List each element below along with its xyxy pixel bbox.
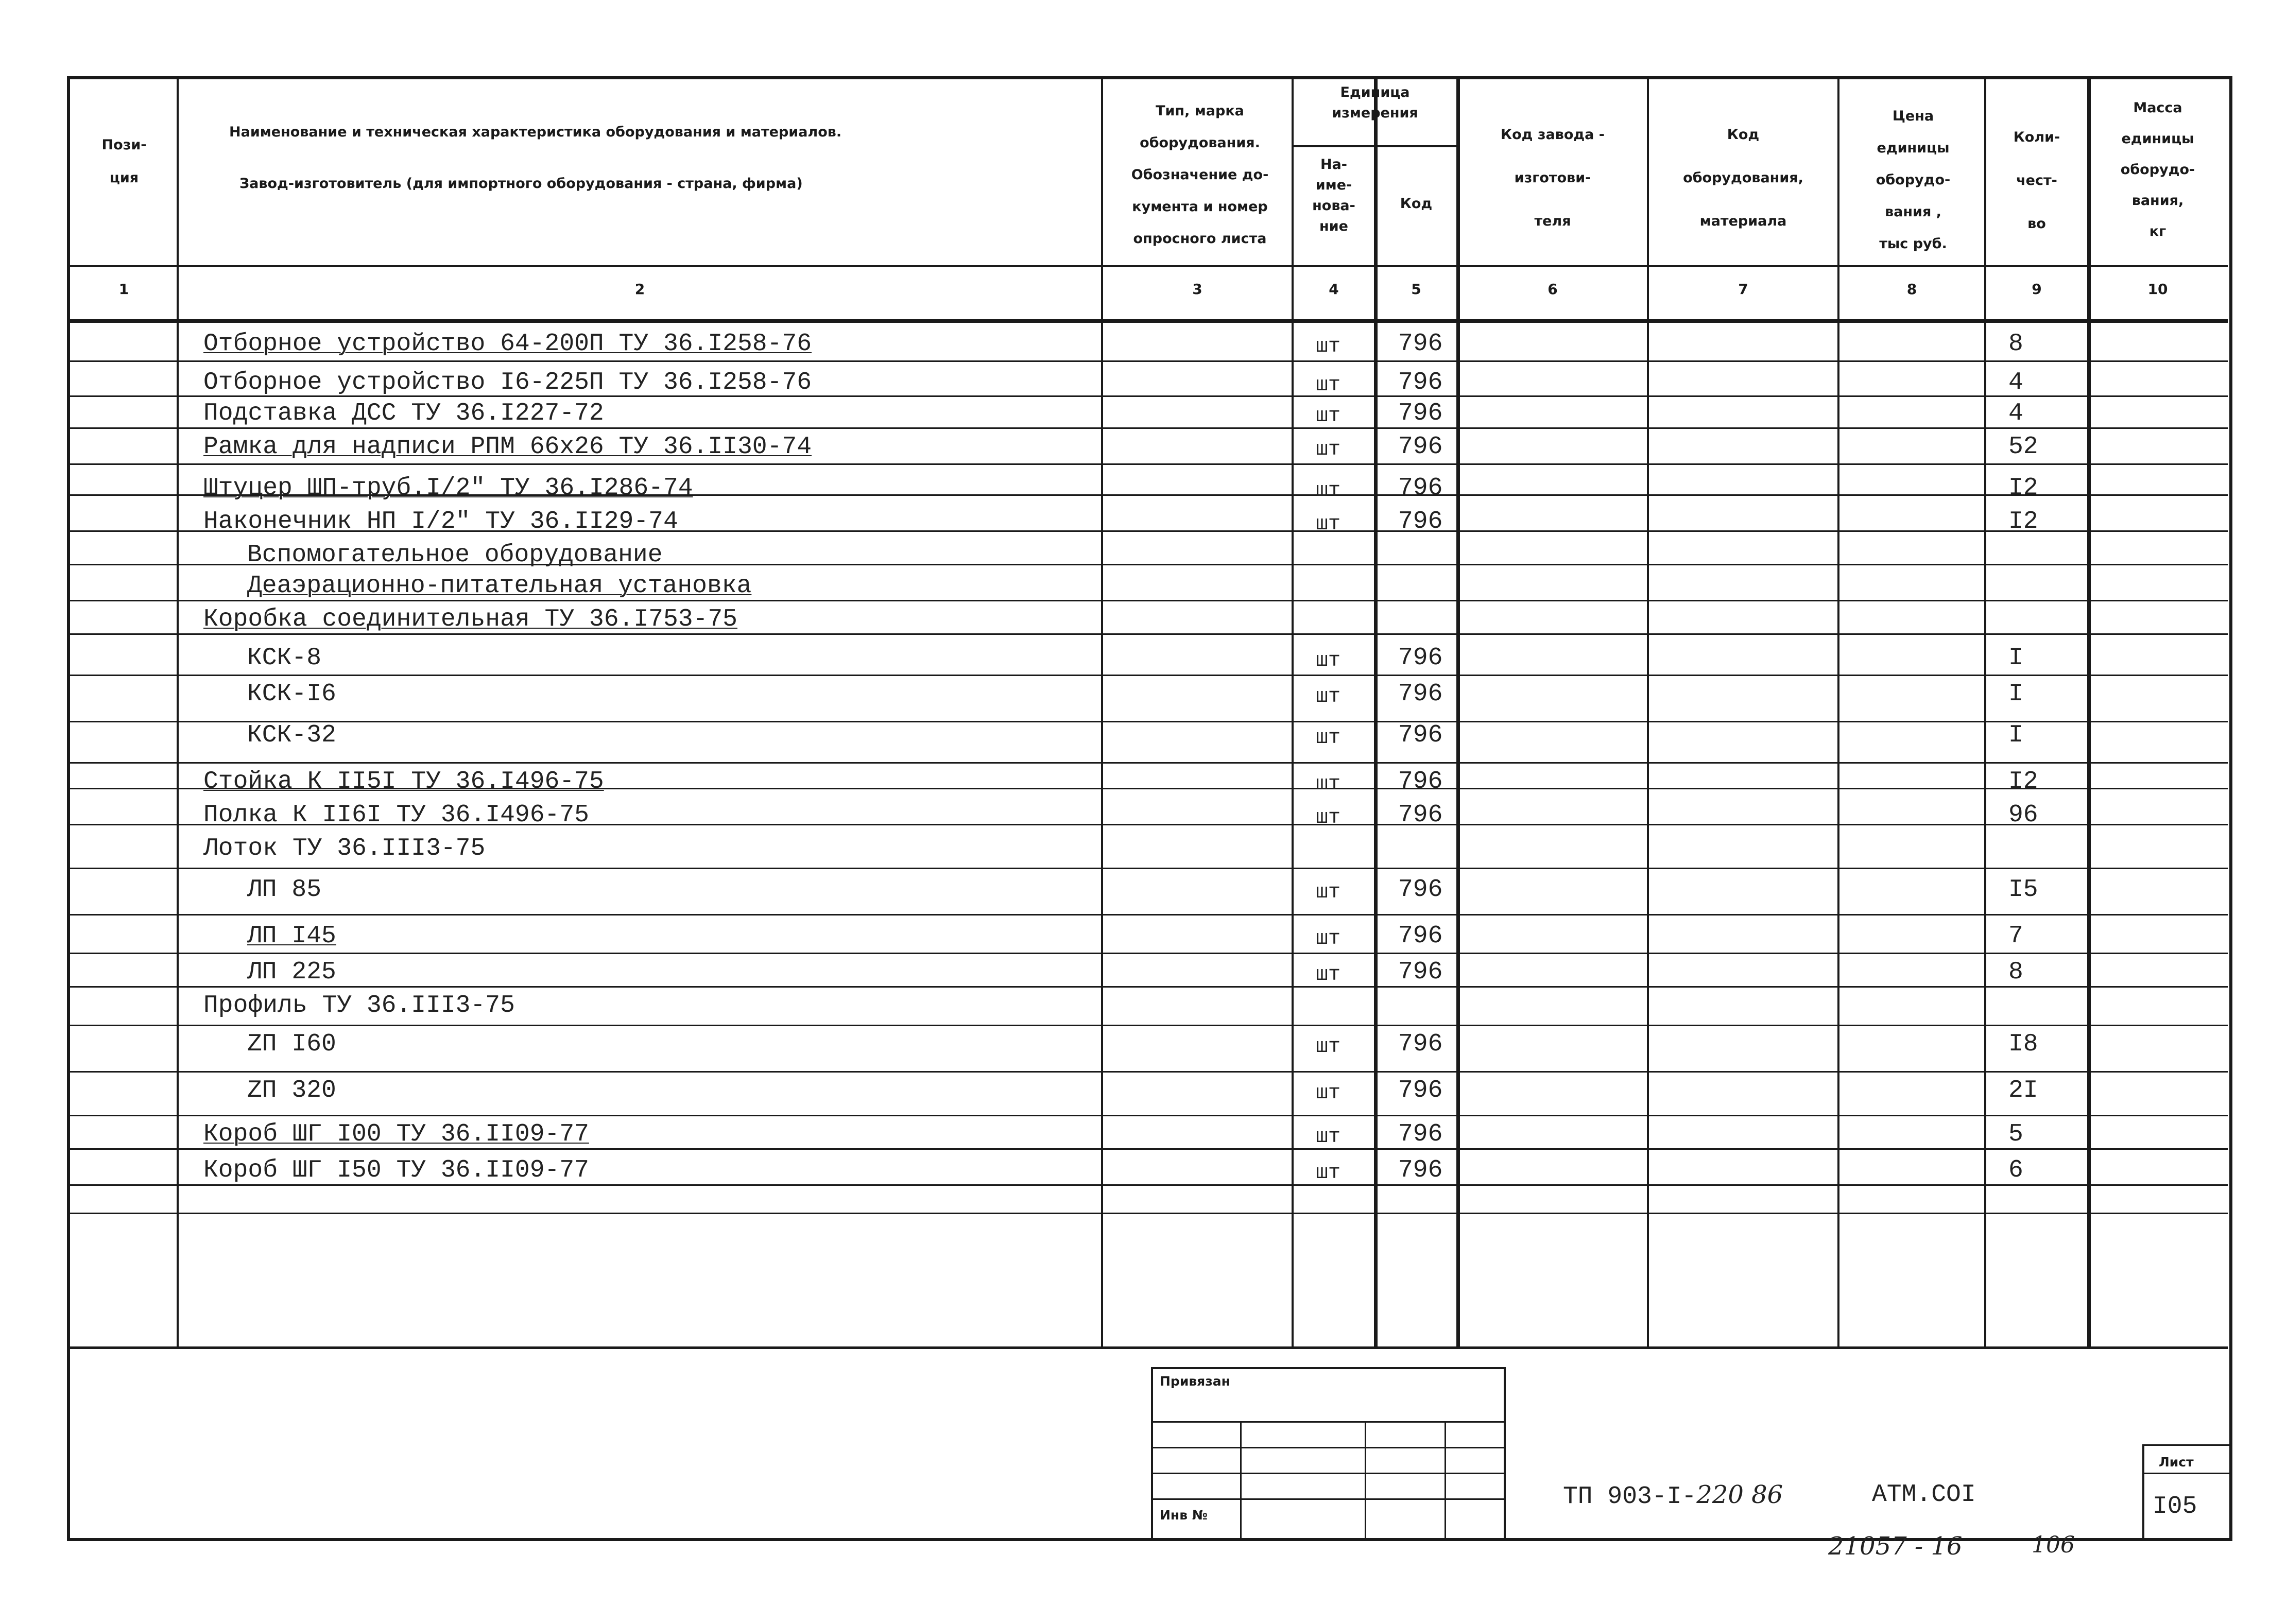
row-quantity: 6 xyxy=(2008,1156,2023,1184)
row-unit-code: 796 xyxy=(1398,369,1443,396)
stamp-rule xyxy=(1504,1367,1506,1540)
row-unit-code: 796 xyxy=(1398,680,1443,708)
column-divider xyxy=(1456,79,1460,1346)
row-name: Профиль ТУ 36.III3-75 xyxy=(203,992,515,1020)
row-unit: шт xyxy=(1316,374,1341,397)
row-quantity: 8 xyxy=(2008,330,2023,358)
row-unit-code: 796 xyxy=(1398,768,1443,796)
row-unit: шт xyxy=(1316,649,1341,672)
row-unit: шт xyxy=(1316,1035,1341,1059)
row-divider xyxy=(70,1115,2228,1116)
header-factory-code: Код завода - изготови- теля xyxy=(1501,127,1605,229)
row-divider xyxy=(70,463,2228,465)
row-quantity: I xyxy=(2008,721,2023,749)
row-unit: шт xyxy=(1316,773,1341,796)
row-unit-code: 796 xyxy=(1398,801,1443,829)
row-unit: шт xyxy=(1316,806,1341,830)
row-name: Подставка ДСС ТУ 36.I227-72 xyxy=(203,400,604,427)
stamp-sheet-number: I05 xyxy=(2153,1493,2197,1521)
sheet-box-rule xyxy=(2142,1444,2230,1446)
stamp-rule xyxy=(1365,1421,1366,1540)
row-unit-code: 796 xyxy=(1398,1077,1443,1104)
stamp-sheet-label: Лист xyxy=(2159,1455,2194,1470)
row-unit-code: 796 xyxy=(1398,721,1443,749)
header-equipment-code: Код оборудования, материала xyxy=(1683,127,1803,229)
row-quantity: 7 xyxy=(2008,922,2023,950)
header-unit-group: Единица измерения xyxy=(1332,84,1418,121)
row-divider xyxy=(70,1071,2228,1073)
row-unit: шт xyxy=(1316,685,1341,709)
stamp-rule xyxy=(1151,1473,1504,1474)
row-unit-code: 796 xyxy=(1398,876,1443,904)
row-name: Штуцер ШП-труб.I/2" ТУ 36.I286-74 xyxy=(203,474,693,502)
row-divider xyxy=(70,721,2228,722)
column-number: 10 xyxy=(2147,281,2168,298)
archive-number: 21057 - 16 xyxy=(1828,1532,1963,1561)
row-unit-code: 796 xyxy=(1398,1156,1443,1184)
row-name: Деаэрационно-питательная установка xyxy=(247,572,752,600)
header-unit-name: На- име- нова- ние xyxy=(1312,157,1355,234)
row-unit-code: 796 xyxy=(1398,433,1443,461)
row-quantity: 4 xyxy=(2008,400,2023,427)
sheet-box-rule xyxy=(2142,1444,2144,1540)
header-type: Тип, марка оборудования. Обозначение до- кумента и номер опросного листа xyxy=(1131,103,1269,247)
stamp-rule xyxy=(1445,1421,1446,1540)
body-bottom-rule xyxy=(70,1346,2228,1349)
header-name-line1: Наименование и техническая характеристика оборудования и материалов. xyxy=(229,124,842,140)
row-name: КСК-8 xyxy=(247,644,322,672)
header-quantity: Коли- чест- во xyxy=(2013,129,2060,232)
number-row-bottom-rule xyxy=(70,319,2228,323)
row-name: Вспомогательное оборудование xyxy=(247,541,663,569)
header-position: Пози- ция xyxy=(101,137,147,186)
row-unit: шт xyxy=(1316,513,1341,536)
row-unit: шт xyxy=(1316,881,1341,904)
row-name: ZП I60 xyxy=(247,1030,336,1058)
column-number: 1 xyxy=(118,281,129,298)
column-number: 3 xyxy=(1192,281,1202,298)
row-quantity: 52 xyxy=(2008,433,2038,461)
row-unit-code: 796 xyxy=(1398,922,1443,950)
column-divider xyxy=(1984,79,1986,1346)
column-divider xyxy=(177,79,179,1346)
row-unit: шт xyxy=(1316,727,1341,750)
stamp-doc-code: ТП 903-I-220 86 xyxy=(1563,1480,1783,1511)
row-unit-code: 796 xyxy=(1398,474,1443,502)
row-name: Короб ШГ I50 ТУ 36.II09-77 xyxy=(203,1156,589,1184)
row-unit-code: 796 xyxy=(1398,330,1443,358)
row-unit: шт xyxy=(1316,1162,1341,1185)
column-divider xyxy=(1837,79,1839,1346)
stamp-inventory-label: Инв № xyxy=(1160,1508,1208,1523)
row-unit: шт xyxy=(1316,335,1341,358)
column-divider xyxy=(1292,79,1294,1346)
row-divider xyxy=(70,675,2228,676)
stamp-rule xyxy=(1151,1498,1504,1500)
row-quantity: 5 xyxy=(2008,1120,2023,1148)
page-number: 106 xyxy=(2032,1532,2075,1558)
stamp-rule xyxy=(1151,1447,1504,1448)
column-divider xyxy=(1101,79,1103,1346)
row-unit: шт xyxy=(1316,479,1341,503)
row-unit: шт xyxy=(1316,1082,1341,1105)
row-unit-code: 796 xyxy=(1398,1120,1443,1148)
column-number: 8 xyxy=(1906,281,1917,298)
row-unit-code: 796 xyxy=(1398,1030,1443,1058)
stamp-rule xyxy=(1151,1421,1504,1423)
row-unit: шт xyxy=(1316,405,1341,428)
column-number: 6 xyxy=(1547,281,1558,298)
row-name: Короб ШГ I00 ТУ 36.II09-77 xyxy=(203,1120,589,1148)
row-unit-code: 796 xyxy=(1398,958,1443,986)
stamp-privyazan-label: Привязан xyxy=(1160,1374,1230,1389)
row-divider xyxy=(70,1025,2228,1026)
row-name: Полка К II6I ТУ 36.I496-75 xyxy=(203,801,589,829)
row-divider xyxy=(70,914,2228,915)
row-quantity: I xyxy=(2008,680,2023,708)
row-name: Наконечник НП I/2" ТУ 36.II29-74 xyxy=(203,508,678,535)
row-quantity: 8 xyxy=(2008,958,2023,986)
row-unit-code: 796 xyxy=(1398,508,1443,535)
column-divider xyxy=(1647,79,1649,1346)
row-divider xyxy=(70,953,2228,954)
row-divider xyxy=(70,986,2228,988)
header-unit-code: Код xyxy=(1400,196,1433,212)
row-divider xyxy=(70,868,2228,869)
row-name: Отборное устройство 64-200П ТУ 36.I258-76 xyxy=(203,330,812,358)
row-quantity: I8 xyxy=(2008,1030,2038,1058)
row-divider xyxy=(70,762,2228,764)
header-mass: Масса единицы оборудо- вания, кг xyxy=(2120,100,2195,239)
row-name: ЛП I45 xyxy=(247,922,336,950)
row-unit: шт xyxy=(1316,927,1341,951)
header-bottom-rule xyxy=(70,265,2228,267)
row-quantity: 96 xyxy=(2008,801,2038,829)
header-price: Цена единицы оборудо- вания , тыс руб. xyxy=(1876,108,1951,252)
stamp-doc-section: АТМ.COI xyxy=(1872,1481,1976,1509)
row-name: КСК-32 xyxy=(247,721,336,749)
row-unit: шт xyxy=(1316,1126,1341,1149)
row-name: Лоток ТУ 36.III3-75 xyxy=(203,835,486,862)
column-number: 2 xyxy=(634,281,645,298)
stamp-rule xyxy=(1151,1367,1153,1540)
column-number: 4 xyxy=(1329,281,1339,298)
column-number: 5 xyxy=(1411,281,1421,298)
row-quantity: 2I xyxy=(2008,1077,2038,1104)
row-quantity: I2 xyxy=(2008,768,2038,796)
stamp-doc-code-handwritten: 220 86 xyxy=(1696,1480,1783,1509)
row-name: Рамка для надписи РПМ 66х26 ТУ 36.II30-74 xyxy=(203,433,812,461)
row-name: Отборное устройство I6-225П ТУ 36.I258-76 xyxy=(203,369,812,396)
column-number: 7 xyxy=(1738,281,1748,298)
stamp-rule xyxy=(1151,1367,1504,1369)
column-divider xyxy=(2087,79,2091,1346)
sheet-box-rule xyxy=(2142,1473,2230,1474)
row-quantity: I xyxy=(2008,644,2023,672)
row-name: ЛП 225 xyxy=(247,958,336,986)
row-unit: шт xyxy=(1316,963,1341,987)
row-divider xyxy=(70,1213,2228,1214)
header-name-line2: Завод-изготовитель (для импортного оборудования - страна, фирма) xyxy=(239,176,803,192)
unit-subheader-divider xyxy=(1293,145,1457,147)
row-unit-code: 796 xyxy=(1398,400,1443,427)
row-name: КСК-I6 xyxy=(247,680,336,708)
row-divider xyxy=(70,360,2228,362)
column-number: 9 xyxy=(2032,281,2042,298)
row-quantity: I2 xyxy=(2008,508,2038,535)
row-name: ЛП 85 xyxy=(247,876,322,904)
row-name: Стойка К II5I ТУ 36.I496-75 xyxy=(203,768,604,796)
row-quantity: I5 xyxy=(2008,876,2038,904)
row-unit-code: 796 xyxy=(1398,644,1443,672)
row-name: Коробка соединительная ТУ 36.I753-75 xyxy=(203,606,737,633)
row-quantity: I2 xyxy=(2008,474,2038,502)
row-name: ZП 320 xyxy=(247,1077,336,1104)
stamp-rule xyxy=(1240,1421,1242,1540)
row-quantity: 4 xyxy=(2008,369,2023,396)
row-unit: шт xyxy=(1316,438,1341,461)
column-divider xyxy=(1374,79,1378,1346)
